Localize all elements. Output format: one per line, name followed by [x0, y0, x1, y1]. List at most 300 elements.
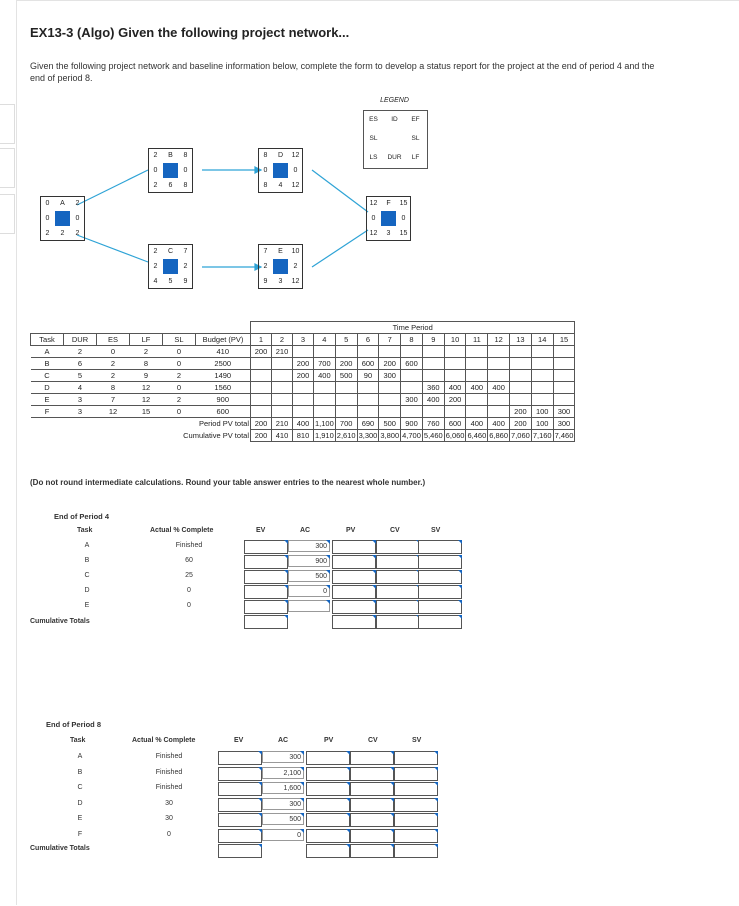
schedule-pv-cell [422, 346, 444, 358]
schedule-period-header: 11 [466, 334, 488, 346]
schedule-cumulative-label: Cumulative PV total [183, 431, 249, 440]
schedule-cell-budget: 1560 [196, 382, 251, 394]
period8-ev-input[interactable] [218, 798, 262, 812]
legend-title: LEGEND [380, 97, 409, 104]
period4-pct-complete: 25 [185, 572, 193, 579]
node-c: 2 C 7 2 2 4 5 9 [148, 244, 193, 289]
schedule-pv-cell: 200 [335, 358, 357, 370]
period4-sv-input[interactable] [418, 615, 462, 629]
period8-ev-input[interactable] [218, 767, 262, 781]
schedule-period-total-cell: 760 [422, 418, 444, 430]
schedule-cell-sl: 0 [163, 382, 196, 394]
period8-ac-value: 500 [262, 813, 304, 825]
schedule-cell-task: A [31, 346, 64, 358]
schedule-period-header: 8 [401, 334, 423, 346]
period8-sv-input[interactable] [394, 782, 438, 796]
period4-pct-complete: 0 [187, 602, 191, 609]
schedule-pv-cell: 360 [422, 382, 444, 394]
schedule-pv-cell [272, 370, 293, 382]
schedule-pv-cell [444, 346, 466, 358]
period8-header-task: Task [70, 737, 86, 744]
schedule-cell-budget: 1490 [196, 370, 251, 382]
period8-ev-input[interactable] [218, 751, 262, 765]
schedule-period-total-cell: 400 [293, 418, 314, 430]
question-intro: Given the following project network and baseline information below, complete the form to develop a status report for the project at the end of period 4 and the end of period 8. [30, 61, 655, 83]
period4-header-ev: EV [256, 527, 266, 534]
schedule-period-total-cell: 690 [357, 418, 379, 430]
period4-ac-value: 900 [288, 555, 330, 567]
schedule-cumulative-cell: 3,300 [358, 431, 378, 440]
schedule-cumulative-cell: 7,160 [532, 431, 552, 440]
schedule-cell-dur: 2 [64, 346, 97, 358]
period8-ac-value: 2,100 [262, 767, 304, 779]
schedule-pv-cell [251, 358, 272, 370]
period8-task-label: A [77, 753, 83, 760]
schedule-pv-cell [251, 370, 272, 382]
period4-ev-input[interactable] [244, 585, 288, 599]
schedule-pv-cell [272, 406, 293, 418]
schedule-cell-budget: 600 [196, 406, 251, 418]
node-b: 2 B 8 0 0 2 6 8 [148, 148, 193, 193]
schedule-pv-cell [314, 406, 336, 418]
schedule-cell-task: F [31, 406, 64, 418]
schedule-pv-cell: 200 [293, 358, 314, 370]
period4-cv-input[interactable] [376, 585, 420, 599]
question-title: EX13-3 (Algo) Given the following project network... [30, 25, 350, 40]
schedule-pv-cell [335, 382, 357, 394]
schedule-cumulative-cell: 1,910 [315, 431, 334, 440]
period4-task-label: D [84, 587, 90, 594]
schedule-period-header: 3 [293, 334, 314, 346]
schedule-pv-cell [379, 346, 401, 358]
schedule-pv-cell [314, 394, 336, 406]
period4-cv-input[interactable] [376, 615, 420, 629]
schedule-pv-cell: 600 [357, 358, 379, 370]
schedule-period-header: 4 [314, 334, 336, 346]
period4-task-label: C [84, 572, 90, 579]
schedule-pv-cell [510, 358, 532, 370]
schedule-pv-cell: 400 [488, 382, 510, 394]
period8-pct-complete: Finished [155, 753, 183, 760]
schedule-pv-cell: 210 [272, 346, 293, 358]
period8-ev-input[interactable] [218, 813, 262, 827]
period4-sv-input[interactable] [418, 585, 462, 599]
schedule-pv-cell [531, 382, 553, 394]
schedule-cell-es: 7 [97, 394, 130, 406]
schedule-pv-cell: 200 [293, 370, 314, 382]
schedule-cell-budget: 410 [196, 346, 251, 358]
period4-header-pv: PV [346, 527, 356, 534]
schedule-pv-cell: 200 [510, 406, 532, 418]
schedule-pv-cell [444, 358, 466, 370]
schedule-pv-cell [293, 346, 314, 358]
period8-pv-input[interactable] [306, 844, 350, 858]
schedule-pv-cell [293, 394, 314, 406]
period4-cv-input[interactable] [376, 540, 420, 554]
schedule-pv-cell [444, 406, 466, 418]
period8-cv-input[interactable] [350, 798, 394, 812]
period4-ac-value [288, 600, 330, 612]
node-d: 8 D 12 0 0 8 4 12 [258, 148, 303, 193]
period8-header-ev: EV [234, 737, 244, 744]
schedule-cell-lf: 9 [130, 370, 163, 382]
schedule-pv-cell [379, 382, 401, 394]
left-edge-tab [0, 148, 15, 188]
edge-a-c [77, 235, 148, 262]
schedule-pv-cell [466, 370, 488, 382]
schedule-pv-cell [379, 406, 401, 418]
period8-task-label: D [77, 799, 83, 807]
schedule-pv-cell [357, 406, 379, 418]
period8-pv-input[interactable] [306, 782, 350, 796]
schedule-pv-cell [553, 394, 575, 406]
schedule-period-header: 14 [531, 334, 553, 346]
schedule-pv-cell: 500 [335, 370, 357, 382]
period4-ev-input[interactable] [244, 615, 288, 629]
schedule-row [31, 394, 575, 406]
period4-ev-input[interactable] [244, 540, 288, 554]
schedule-header: LF [130, 334, 163, 346]
schedule-cell-lf: 12 [130, 394, 163, 406]
schedule-cell-dur: 3 [64, 406, 97, 418]
period8-ev-input[interactable] [218, 844, 262, 858]
schedule-cumulative-cell: 6,460 [467, 431, 487, 440]
schedule-pv-cell: 100 [531, 406, 553, 418]
schedule-cell-sl: 0 [163, 406, 196, 418]
schedule-pv-cell: 200 [251, 346, 272, 358]
period8-pv-input[interactable] [306, 813, 350, 827]
period8-ev-input[interactable] [218, 782, 262, 796]
period4-header-ac: AC [300, 527, 311, 534]
period4-pv-input[interactable] [332, 570, 376, 584]
time-period-label: Time Period [251, 322, 575, 334]
schedule-pv-cell [251, 394, 272, 406]
schedule-pv-cell [293, 382, 314, 394]
period8-header-pct: Actual % Complete [132, 737, 196, 744]
period8-ac-value: 1,600 [262, 782, 304, 794]
schedule-header: ES [97, 334, 130, 346]
period4-sv-input[interactable] [418, 555, 462, 569]
period8-header-sv: SV [412, 737, 422, 744]
schedule-pv-cell [531, 346, 553, 358]
schedule-period-header: 2 [272, 334, 293, 346]
period8-sv-input[interactable] [394, 844, 438, 858]
period8-pv-input[interactable] [306, 798, 350, 812]
schedule-pv-cell [272, 358, 293, 370]
period4-pv-input[interactable] [332, 615, 376, 629]
schedule-period-total-cell: 500 [379, 418, 401, 430]
schedule-cell-lf: 2 [130, 346, 163, 358]
schedule-pv-cell [422, 406, 444, 418]
edge-e-f [312, 230, 368, 267]
schedule-pv-cell: 90 [357, 370, 379, 382]
period8-sv-input[interactable] [394, 751, 438, 765]
period8-cv-input[interactable] [350, 767, 394, 781]
schedule-pv-cell [488, 406, 510, 418]
schedule-row [31, 406, 575, 418]
node-f: 12 F 15 0 0 12 3 15 [366, 196, 411, 241]
schedule-cell-dur: 4 [64, 382, 97, 394]
schedule-pv-cell [335, 406, 357, 418]
schedule-pv-cell: 400 [466, 382, 488, 394]
schedule-pv-cell [466, 358, 488, 370]
schedule-cell-es: 2 [97, 370, 130, 382]
schedule-cumulative-cell: 7,460 [554, 431, 574, 440]
schedule-period-total-cell: 210 [272, 418, 293, 430]
schedule-pv-cell [510, 370, 532, 382]
period8-pv-input[interactable] [306, 829, 350, 843]
schedule-pv-cell [531, 394, 553, 406]
schedule-pv-cell [488, 346, 510, 358]
period8-cv-input[interactable] [350, 844, 394, 858]
schedule-pv-cell [401, 346, 423, 358]
period8-sv-input[interactable] [394, 829, 438, 843]
schedule-pv-cell [531, 358, 553, 370]
legend-box: ES ID EF SL SL LS DUR LF [363, 110, 428, 169]
schedule-cell-lf: 8 [130, 358, 163, 370]
period8-label: End of Period 8 [46, 720, 102, 729]
schedule-cell-sl: 0 [163, 358, 196, 370]
schedule-cell-task: B [31, 358, 64, 370]
period4-pct-complete: 0 [187, 587, 191, 594]
schedule-period-total-cell: 1,100 [315, 419, 334, 428]
schedule-period-header: 1 [251, 334, 272, 346]
schedule-pv-cell [488, 370, 510, 382]
schedule-pv-cell: 400 [444, 382, 466, 394]
period8-task-label: E [77, 815, 83, 822]
rounding-note: (Do not round intermediate calculations. Round your table answer entries to the nearest whole number.) [30, 478, 426, 487]
schedule-pv-cell [335, 394, 357, 406]
schedule-period-total-cell: 700 [335, 418, 357, 430]
period8-sv-input[interactable] [394, 798, 438, 812]
schedule-pv-cell [553, 370, 575, 382]
schedule-cumulative-cell: 6,860 [489, 431, 509, 440]
schedule-pv-cell [510, 382, 532, 394]
schedule-cell-task: D [31, 382, 64, 394]
schedule-cumulative-cell: 810 [293, 430, 314, 442]
period4-pct-complete: Finished [175, 542, 203, 549]
schedule-pv-cell [314, 382, 336, 394]
schedule-cell-sl: 0 [163, 346, 196, 358]
schedule-cumulative-cell: 3,800 [380, 431, 400, 440]
period4-task-label: E [84, 602, 90, 609]
period4-cv-input[interactable] [376, 555, 420, 569]
schedule-period-header: 12 [488, 334, 510, 346]
schedule-cumulative-cell: 5,460 [423, 431, 443, 440]
node-a: 0 A 2 0 0 2 2 2 [40, 196, 85, 241]
schedule-pv-cell [293, 406, 314, 418]
period4-pv-input[interactable] [332, 585, 376, 599]
schedule-cell-budget: 900 [196, 394, 251, 406]
schedule-pv-cell [466, 394, 488, 406]
period8-header-pv: PV [324, 737, 334, 744]
period4-header-pct: Actual % Complete [150, 527, 214, 534]
schedule-cell-dur: 3 [64, 394, 97, 406]
schedule-header: Budget (PV) [196, 334, 251, 346]
schedule-cell-lf: 15 [130, 406, 163, 418]
period4-totals-label: Cumulative Totals [30, 618, 90, 625]
schedule-period-header: 5 [335, 334, 357, 346]
schedule-cell-dur: 5 [64, 370, 97, 382]
schedule-pv-cell [466, 406, 488, 418]
period4-header-task: Task [77, 527, 93, 534]
schedule-cell-task: C [31, 370, 64, 382]
schedule-pv-cell: 400 [422, 394, 444, 406]
period4-sv-input[interactable] [418, 540, 462, 554]
period4-ev-input[interactable] [244, 555, 288, 569]
period4-cv-input[interactable] [376, 570, 420, 584]
schedule-pv-cell [401, 406, 423, 418]
schedule-cell-es: 2 [97, 358, 130, 370]
period8-sv-input[interactable] [394, 767, 438, 781]
schedule-pv-cell [510, 346, 532, 358]
node-e: 7 E 10 2 2 9 3 12 [258, 244, 303, 289]
schedule-period-total-cell: 900 [401, 418, 423, 430]
schedule-period-total-cell: 200 [510, 418, 532, 430]
period8-pv-input[interactable] [306, 751, 350, 765]
schedule-pv-cell: 300 [401, 394, 423, 406]
period4-pv-input[interactable] [332, 540, 376, 554]
period4-header-cv: CV [390, 527, 400, 534]
schedule-pv-cell [488, 358, 510, 370]
schedule-period-total-cell: 400 [488, 418, 510, 430]
schedule-pv-cell [553, 358, 575, 370]
left-edge-tab [0, 104, 15, 144]
period4-pct-complete: 60 [185, 557, 193, 564]
edge-d-f [312, 170, 368, 212]
period8-pct-complete: Finished [155, 784, 183, 791]
schedule-cell-sl: 2 [163, 370, 196, 382]
schedule-pv-cell [531, 370, 553, 382]
schedule-pv-cell: 600 [401, 358, 423, 370]
schedule-period-total-cell: 400 [466, 418, 488, 430]
period8-totals-label: Cumulative Totals [30, 845, 90, 852]
schedule-pv-cell [251, 406, 272, 418]
period8-ev-input[interactable] [218, 829, 262, 843]
schedule-period-header: 9 [422, 334, 444, 346]
period4-ac-value: 500 [288, 570, 330, 582]
period8-cv-input[interactable] [350, 751, 394, 765]
period8-sv-input[interactable] [394, 813, 438, 827]
period8-ac-value: 0 [262, 829, 304, 841]
schedule-period-header: 6 [357, 334, 379, 346]
period8-cv-input[interactable] [350, 782, 394, 796]
period4-header-sv: SV [431, 527, 441, 534]
schedule-pv-cell [488, 394, 510, 406]
schedule-period-total-cell: 300 [553, 418, 575, 430]
period4-ev-input[interactable] [244, 600, 288, 614]
schedule-header: SL [163, 334, 196, 346]
period8-pct-complete: 30 [165, 815, 173, 822]
schedule-row [31, 382, 575, 394]
period8-task-label: C [77, 784, 83, 791]
period8-pct-complete: Finished [155, 768, 183, 776]
period4-pv-input[interactable] [332, 600, 376, 614]
schedule-cumulative-cell: 7,060 [511, 431, 530, 440]
schedule-pv-cell [251, 382, 272, 394]
period4-label: End of Period 4 [54, 512, 110, 521]
schedule-pv-cell: 300 [379, 370, 401, 382]
schedule-period-total-cell: 600 [444, 418, 466, 430]
period8-ac-value: 300 [262, 751, 304, 763]
period8-header-cv: CV [368, 737, 378, 744]
period4-pv-input[interactable] [332, 555, 376, 569]
schedule-period-header: 7 [379, 334, 401, 346]
schedule-header: Task [31, 334, 64, 346]
schedule-row [31, 358, 575, 370]
schedule-pv-cell [272, 394, 293, 406]
schedule-pv-cell: 200 [379, 358, 401, 370]
schedule-pv-cell [401, 370, 423, 382]
schedule-cell-es: 8 [97, 382, 130, 394]
schedule-cumulative-cell: 6,060 [445, 431, 465, 440]
schedule-pv-cell [553, 346, 575, 358]
schedule-pv-cell: 400 [314, 370, 336, 382]
schedule-pv-cell [401, 382, 423, 394]
schedule-pv-cell [379, 394, 401, 406]
schedule-pv-cell [422, 370, 444, 382]
schedule-pv-cell [314, 346, 336, 358]
schedule-pv-cell [335, 346, 357, 358]
schedule-pv-cell [357, 346, 379, 358]
period4-sv-input[interactable] [418, 570, 462, 584]
period8-pct-complete: 30 [165, 799, 173, 807]
schedule-period-header: 15 [553, 334, 575, 346]
period8-cv-input[interactable] [350, 813, 394, 827]
schedule-table [30, 321, 575, 442]
period8-pv-input[interactable] [306, 767, 350, 781]
period8-header-ac: AC [278, 737, 289, 744]
period4-ev-input[interactable] [244, 570, 288, 584]
schedule-period-header: 10 [444, 334, 466, 346]
period4-task-label: A [84, 542, 90, 549]
period4-sv-input[interactable] [418, 600, 462, 614]
schedule-row [31, 346, 575, 358]
schedule-pv-cell [510, 394, 532, 406]
period4-cv-input[interactable] [376, 600, 420, 614]
schedule-cumulative-cell: 4,700 [402, 431, 421, 440]
schedule-cell-dur: 6 [64, 358, 97, 370]
schedule-pv-cell: 700 [314, 358, 336, 370]
period8-cv-input[interactable] [350, 829, 394, 843]
schedule-pv-cell: 300 [553, 406, 575, 418]
schedule-pv-cell [422, 358, 444, 370]
schedule-cell-lf: 12 [130, 382, 163, 394]
schedule-cumulative-cell: 200 [251, 430, 272, 442]
schedule-cell-es: 0 [97, 346, 130, 358]
schedule-pv-cell [357, 394, 379, 406]
schedule-cell-task: E [31, 394, 64, 406]
period4-ac-value: 0 [288, 585, 330, 597]
period4-ac-value: 300 [288, 540, 330, 552]
period8-task-label: F [77, 830, 83, 838]
schedule-pv-cell [444, 370, 466, 382]
schedule-cumulative-cell: 410 [272, 430, 293, 442]
schedule-row [31, 370, 575, 382]
period8-pct-complete: 0 [167, 830, 171, 838]
schedule-pv-cell: 200 [444, 394, 466, 406]
schedule-pv-cell [272, 382, 293, 394]
period8-ac-value: 300 [262, 798, 304, 810]
schedule-period-header: 13 [510, 334, 532, 346]
schedule-cumulative-cell: 2,610 [336, 431, 356, 440]
edge-a-b [77, 170, 148, 205]
schedule-header: DUR [64, 334, 97, 346]
schedule-period-total-cell: 200 [251, 418, 272, 430]
schedule-period-total-label: Period PV total [198, 419, 249, 429]
period4-task-label: B [84, 557, 90, 564]
schedule-period-total-cell: 100 [531, 418, 553, 430]
